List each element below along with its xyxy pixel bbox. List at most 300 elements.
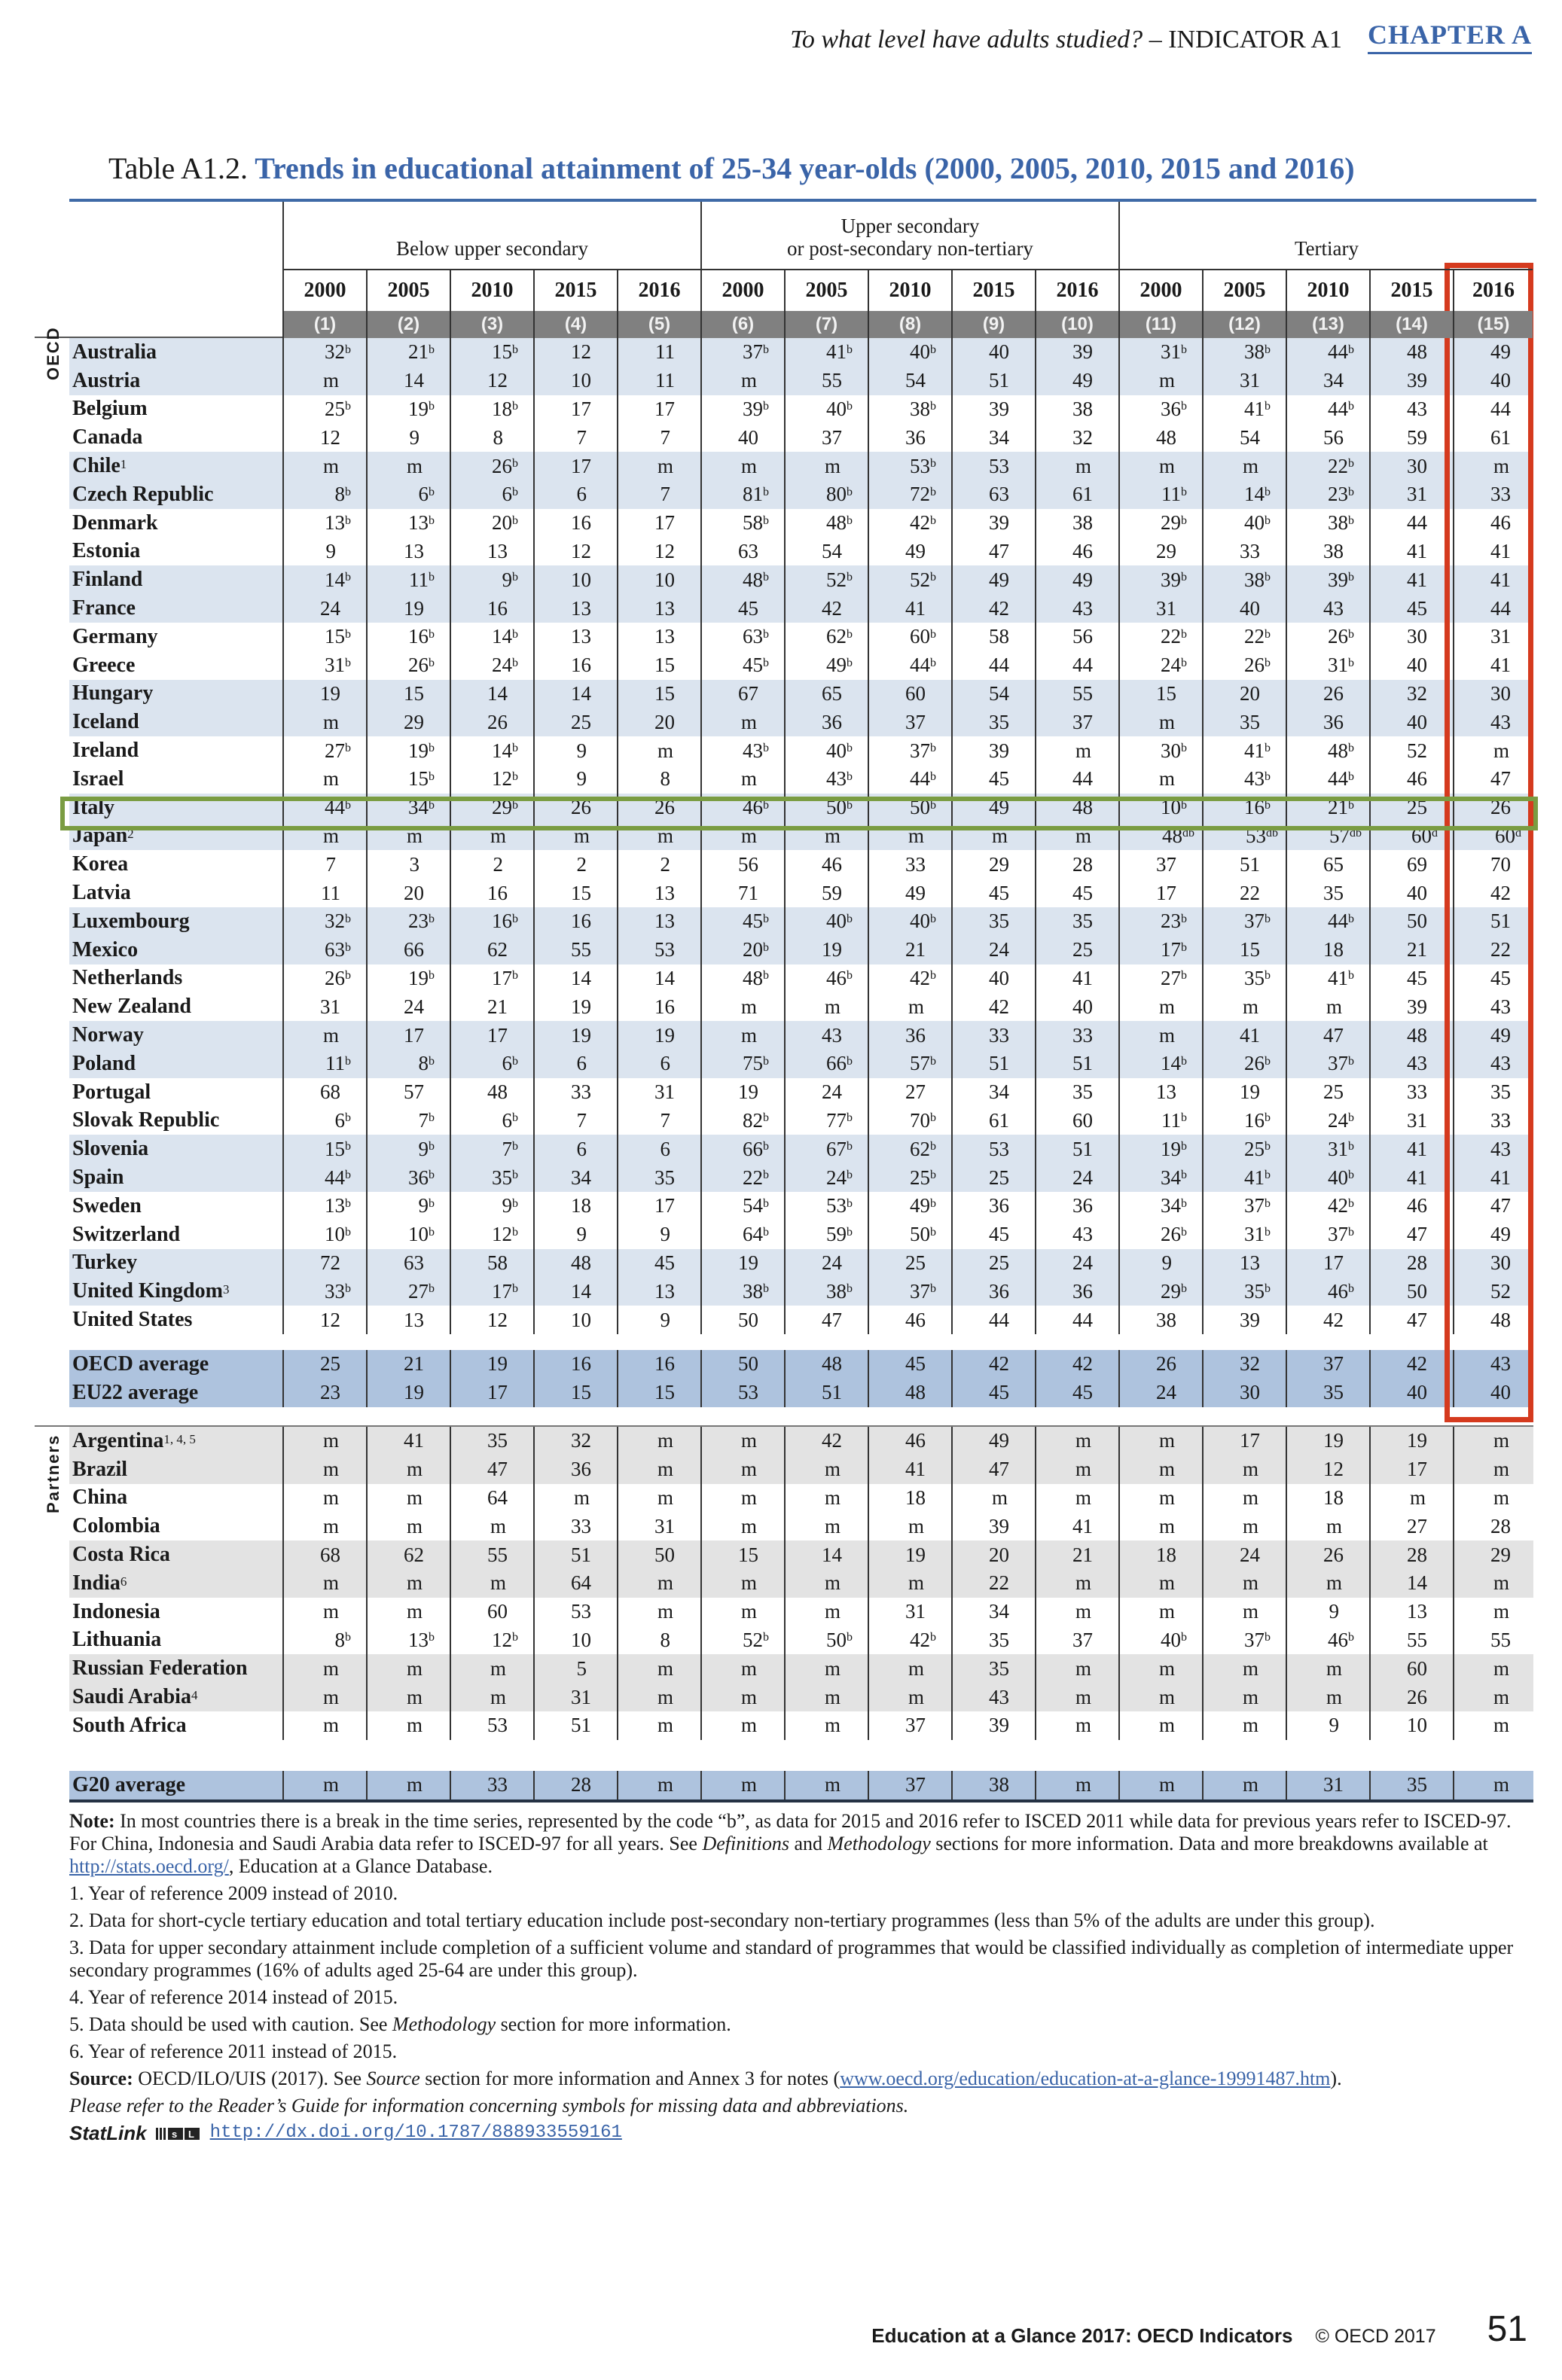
- cell-value: 40: [1161, 1628, 1181, 1651]
- cell-value: 34: [1161, 1166, 1181, 1189]
- chapter-label: CHAPTER A: [1368, 19, 1532, 54]
- cell-flag: b: [763, 1111, 769, 1125]
- row-label: [72, 1078, 151, 1107]
- table-cell: [1286, 480, 1369, 509]
- table-cell: [366, 708, 450, 736]
- cell-value: 50: [1407, 1279, 1427, 1303]
- cell-flag: b: [1265, 1140, 1271, 1153]
- table-row: [69, 1771, 1533, 1799]
- source-italic: Source: [366, 2068, 420, 2089]
- table-cell: [1035, 1626, 1118, 1655]
- table-cell: [366, 850, 450, 879]
- table-cell: [282, 1078, 366, 1107]
- cell-value: 13: [654, 596, 675, 620]
- table-cell: [700, 1277, 784, 1306]
- cell-value: 37: [905, 1773, 926, 1796]
- table-cell: [450, 1135, 533, 1163]
- row-label: [72, 708, 139, 736]
- table-cell: [951, 1050, 1035, 1078]
- cell-value: 36: [1161, 397, 1181, 420]
- country-name: Argentina: [72, 1428, 164, 1452]
- cell-value: 11: [655, 369, 675, 392]
- cell-value: m: [657, 739, 673, 762]
- cell-value: 39: [989, 511, 1009, 535]
- table-cell: [533, 1598, 617, 1626]
- table-cell: [617, 1598, 700, 1626]
- table-cell: [700, 1107, 784, 1135]
- table-cell: [784, 1107, 868, 1135]
- table-cell: [700, 765, 784, 794]
- country-name: India: [72, 1571, 121, 1595]
- cell-value: 44: [910, 767, 930, 791]
- cell-value: 43: [1407, 397, 1427, 420]
- cell-value: m: [1242, 1571, 1258, 1595]
- cell-value: 6: [576, 1137, 587, 1160]
- table-cell: [1202, 1249, 1286, 1278]
- cell-value: 35: [989, 710, 1009, 733]
- cell-value: 20: [743, 938, 763, 961]
- table-cell: [1286, 1654, 1369, 1683]
- cell-flag: b: [345, 1225, 351, 1239]
- table-cell: [1202, 850, 1286, 879]
- cell-flag: b: [1265, 798, 1271, 812]
- cell-value: 9: [502, 1194, 512, 1217]
- table-cell: [1035, 1277, 1118, 1306]
- table-cell: [1035, 1379, 1118, 1407]
- footnote-marker: 3: [222, 1282, 230, 1297]
- table-cell: [951, 680, 1035, 709]
- cell-flag: b: [512, 742, 518, 755]
- table-cell: [1453, 1771, 1536, 1799]
- table-cell: [450, 1249, 533, 1278]
- table-cell: [366, 1512, 450, 1540]
- cell-value: 13: [325, 511, 345, 535]
- cell-value: 10: [571, 568, 591, 591]
- year-header: 2015: [533, 269, 617, 311]
- row-label: [72, 1569, 127, 1598]
- cell-value: 12: [487, 1308, 508, 1331]
- table-cell: [951, 1379, 1035, 1407]
- cell-value: 45: [743, 654, 763, 677]
- cell-value: 40: [989, 966, 1009, 989]
- cell-value: m: [824, 995, 840, 1018]
- cell-value: 72: [320, 1251, 340, 1274]
- stats-oecd-link[interactable]: http://stats.oecd.org/: [69, 1855, 229, 1877]
- cell-flag: b: [512, 1111, 518, 1125]
- table-cell: [1286, 1135, 1369, 1163]
- footnote-5: [69, 2013, 1533, 2036]
- note-label: Note:: [69, 1810, 115, 1832]
- cell-value: 39: [989, 1714, 1009, 1737]
- cell-value: 32: [571, 1429, 591, 1452]
- cell-flag: b: [345, 343, 351, 356]
- table-cell: [282, 623, 366, 651]
- cell-flag: b: [930, 457, 936, 471]
- table-cell: [1035, 565, 1118, 594]
- cell-value: 14: [492, 739, 512, 762]
- table-cell: [450, 1192, 533, 1220]
- table-cell: [700, 879, 784, 907]
- cell-value: 42: [989, 995, 1009, 1018]
- table-cell: [784, 480, 868, 509]
- cell-flag: b: [1348, 656, 1354, 669]
- cell-value: 21: [1072, 1543, 1093, 1566]
- cell-value: 6: [502, 1108, 512, 1132]
- cell-flag: b: [1181, 969, 1187, 983]
- cell-value: 45: [989, 1381, 1009, 1404]
- table-cell: [617, 452, 700, 480]
- table-cell: [366, 338, 450, 367]
- cell-flag: b: [429, 400, 435, 413]
- table-cell: [617, 480, 700, 509]
- table-cell: [951, 1626, 1035, 1655]
- table-cell: [282, 452, 366, 480]
- cell-value: 43: [1072, 1223, 1093, 1246]
- country-name: Ireland: [72, 739, 139, 763]
- cell-flag: b: [429, 1140, 435, 1153]
- table-cell: [784, 1455, 868, 1484]
- row-label: [72, 594, 136, 623]
- table-cell: [450, 680, 533, 709]
- cell-flag: b: [429, 1631, 435, 1644]
- cell-value: 32: [1407, 681, 1427, 705]
- cell-value: 13: [654, 1279, 675, 1303]
- cell-value: 44: [1328, 767, 1348, 791]
- cell-flag: b: [847, 400, 853, 413]
- cell-value: 2: [576, 852, 587, 876]
- table-cell: [1369, 1277, 1453, 1306]
- country-name: China: [72, 1486, 128, 1510]
- row-label: [72, 1455, 127, 1484]
- cell-value: 21: [487, 995, 508, 1018]
- row-label: [72, 964, 182, 993]
- cell-value: 66: [743, 1137, 763, 1160]
- cell-value: 19: [1161, 1137, 1181, 1160]
- table-cell: [1118, 1021, 1202, 1050]
- cell-value: m: [322, 1773, 339, 1796]
- footer-copyright: © OECD 2017: [1315, 2326, 1436, 2347]
- table-cell: [366, 1192, 450, 1220]
- cell-flag: b: [512, 798, 518, 812]
- cell-value: m: [322, 1571, 339, 1595]
- cell-value: 32: [325, 340, 345, 364]
- cell-value: 13: [571, 625, 591, 648]
- table-cell: [617, 395, 700, 424]
- table-cell: [1202, 1626, 1286, 1655]
- cell-value: 41: [1072, 966, 1093, 989]
- cell-value: 48: [1490, 1308, 1511, 1331]
- table-cell: [450, 850, 533, 879]
- country-name: Saudi Arabia: [72, 1685, 191, 1709]
- cell-value: m: [740, 710, 757, 733]
- table-cell: [1035, 538, 1118, 566]
- table-cell: [1035, 1569, 1118, 1598]
- cell-value: m: [740, 1458, 757, 1481]
- cell-value: 46: [743, 796, 763, 819]
- row-label: [72, 1771, 185, 1799]
- table-cell: [1369, 680, 1453, 709]
- table-cell: [282, 992, 366, 1021]
- cell-value: m: [322, 824, 339, 847]
- cell-value: m: [1075, 1571, 1091, 1595]
- cell-value: m: [1075, 1600, 1091, 1623]
- cell-value: 67: [826, 1137, 847, 1160]
- column-number: (12): [1202, 311, 1286, 338]
- table-cell: [1286, 594, 1369, 623]
- table-cell: [533, 879, 617, 907]
- table-cell: [951, 1455, 1035, 1484]
- cell-flag: b: [429, 627, 435, 641]
- table-cell: [1286, 338, 1369, 367]
- table-row: [69, 850, 1533, 879]
- table-cell: [1118, 623, 1202, 651]
- table-cell: [700, 1683, 784, 1711]
- table-cell: [1118, 736, 1202, 765]
- table-cell: [1202, 367, 1286, 395]
- cell-value: 40: [1490, 1381, 1511, 1404]
- cell-value: m: [1242, 1773, 1258, 1796]
- table-cell: [784, 1512, 868, 1540]
- cell-value: 13: [654, 910, 675, 933]
- cell-value: 36: [1323, 710, 1344, 733]
- cell-value: 26: [1328, 625, 1348, 648]
- cell-flag: b: [1265, 1225, 1271, 1239]
- cell-value: 15: [492, 340, 512, 364]
- cell-value: 14: [571, 966, 591, 989]
- footnote-3: 3. Data for upper secondary attainment include completion of a sufficient volume and standard of programmes that would be classified individually as completion of intermediate upper secondary programmes (16% of adults aged 25-64 are under this group).: [69, 1937, 1514, 1981]
- table-cell: [700, 964, 784, 993]
- table-cell: [700, 594, 784, 623]
- cell-value: m: [740, 369, 757, 392]
- table-cell: [533, 992, 617, 1021]
- cell-value: m: [406, 1458, 423, 1481]
- statlink-url[interactable]: http://dx.doi.org/10.1787/888933559161: [209, 2122, 622, 2143]
- cell-value: m: [1493, 454, 1509, 477]
- table-cell: [533, 395, 617, 424]
- cell-value: 11: [1161, 1108, 1181, 1132]
- table-cell: [1035, 992, 1118, 1021]
- statlink[interactable]: [69, 2122, 1533, 2144]
- cell-flag: b: [763, 1282, 769, 1296]
- cell-value: m: [1493, 1458, 1509, 1481]
- cell-value: 44: [1072, 654, 1093, 677]
- table-cell: [533, 1277, 617, 1306]
- table-row: [69, 1512, 1533, 1540]
- table-cell: [617, 1277, 700, 1306]
- cell-value: 12: [1323, 1458, 1344, 1481]
- cell-value: m: [406, 1656, 423, 1680]
- table-cell: [784, 594, 868, 623]
- cell-flag: b: [930, 571, 936, 584]
- cell-value: 44: [1407, 511, 1427, 535]
- table-cell: [1202, 1078, 1286, 1107]
- cell-value: 39: [1407, 995, 1427, 1018]
- table-cell: [366, 1277, 450, 1306]
- table-notes: [69, 1810, 1533, 2144]
- table-cell: [700, 1427, 784, 1455]
- table-cell: [450, 480, 533, 509]
- row-label: [72, 423, 142, 452]
- cell-value: m: [322, 1600, 339, 1623]
- cell-value: 41: [1490, 539, 1511, 562]
- cell-value: 68: [320, 1080, 340, 1104]
- table-cell: [1286, 1350, 1369, 1379]
- country-name: Latvia: [72, 881, 131, 905]
- table-cell: [1202, 538, 1286, 566]
- table-cell: [1202, 1220, 1286, 1249]
- year-header: 2000: [1118, 269, 1202, 311]
- table-cell: [366, 1569, 450, 1598]
- table-cell: [1369, 1654, 1453, 1683]
- cell-value: 48: [1162, 824, 1182, 847]
- cell-value: m: [1493, 1600, 1509, 1623]
- table-cell: [450, 936, 533, 964]
- table-cell: [617, 1306, 700, 1334]
- table-cell: [617, 680, 700, 709]
- table-cell: [951, 452, 1035, 480]
- cell-value: 29: [1161, 1279, 1181, 1303]
- table-cell: [533, 623, 617, 651]
- table-cell: [868, 1626, 951, 1655]
- cell-value: 24: [1072, 1166, 1093, 1189]
- cell-value: 61: [1072, 483, 1093, 506]
- table-cell: [784, 1078, 868, 1107]
- table-cell: [1286, 367, 1369, 395]
- table-cell: [868, 1192, 951, 1220]
- cell-value: 33: [1240, 539, 1260, 562]
- table-cell: [533, 1455, 617, 1484]
- cell-value: 23: [1328, 483, 1348, 506]
- cell-value: 52: [1490, 1279, 1511, 1303]
- cell-value: m: [1242, 1486, 1258, 1509]
- cell-flag: b: [512, 969, 518, 983]
- table-cell: [1286, 1484, 1369, 1513]
- cell-value: 80: [826, 483, 847, 506]
- source-text: OECD/ILO/UIS (2017). See: [133, 2068, 367, 2089]
- cell-flag: b: [512, 457, 518, 471]
- table-cell: [533, 423, 617, 452]
- cell-flag: b: [1265, 1196, 1271, 1210]
- cell-value: 52: [743, 1628, 763, 1651]
- cell-flag: b: [930, 1631, 936, 1644]
- cell-flag: b: [1181, 627, 1187, 641]
- table-cell: [450, 1306, 533, 1334]
- cell-value: m: [740, 1429, 757, 1452]
- table-cell: [1369, 736, 1453, 765]
- cell-value: 45: [738, 596, 758, 620]
- cell-value: 41: [1328, 966, 1348, 989]
- cell-value: 17: [1156, 881, 1176, 904]
- cell-value: 43: [1490, 1352, 1511, 1376]
- cell-value: 53: [738, 1381, 758, 1404]
- table-cell: [1118, 1163, 1202, 1192]
- year-header: 2016: [1035, 269, 1118, 311]
- table-cell: [1369, 1626, 1453, 1655]
- eag-link[interactable]: www.oecd.org/education/education-at-a-glance-19991487.htm: [840, 2068, 1331, 2089]
- cell-value: m: [1075, 1429, 1091, 1452]
- table-cell: [533, 594, 617, 623]
- table-cell: [700, 509, 784, 538]
- table-cell: [1118, 1050, 1202, 1078]
- cell-value: 36: [571, 1458, 591, 1481]
- table-title: [108, 151, 1355, 186]
- row-label: [72, 367, 140, 395]
- table-cell: [1286, 1540, 1369, 1569]
- cell-value: 30: [1407, 454, 1427, 477]
- table-cell: [951, 1277, 1035, 1306]
- cell-value: m: [322, 454, 339, 477]
- cell-value: m: [322, 1486, 339, 1509]
- table-cell: [282, 1598, 366, 1626]
- cell-flag: b: [930, 1225, 936, 1239]
- table-row: [69, 1192, 1533, 1220]
- table-cell: [1202, 1569, 1286, 1598]
- cell-flag: b: [1265, 969, 1271, 983]
- cell-value: 8: [418, 1052, 429, 1075]
- cell-value: 44: [1490, 596, 1511, 620]
- cell-flag: b: [930, 400, 936, 413]
- cell-value: 40: [989, 340, 1009, 364]
- cell-value: 10: [1161, 796, 1181, 819]
- cell-value: 53: [654, 938, 675, 961]
- table-cell: [617, 1654, 700, 1683]
- table-cell: [951, 565, 1035, 594]
- cell-flag: b: [1181, 343, 1187, 356]
- table-cell: [951, 936, 1035, 964]
- table-cell: [1453, 1569, 1536, 1598]
- cell-value: 40: [1407, 881, 1427, 904]
- table-cell: [282, 1350, 366, 1379]
- cell-value: 26: [1490, 796, 1511, 819]
- table-cell: [282, 936, 366, 964]
- source-paragraph: [69, 2068, 1533, 2090]
- cell-value: 50: [910, 1223, 930, 1246]
- cell-flag: b: [345, 969, 351, 983]
- table-cell: [533, 338, 617, 367]
- table-cell: [1035, 1249, 1118, 1278]
- table-cell: [700, 367, 784, 395]
- cell-flag: b: [1265, 1111, 1271, 1125]
- cell-value: 37: [1328, 1223, 1348, 1246]
- cell-value: 48: [571, 1251, 591, 1274]
- table-cell: [951, 1654, 1035, 1683]
- table-cell: [366, 452, 450, 480]
- table-cell: [617, 708, 700, 736]
- cell-value: 41: [1407, 1166, 1427, 1189]
- table-cell: [1202, 651, 1286, 680]
- table-cell: [1118, 879, 1202, 907]
- table-cell: [1035, 1683, 1118, 1711]
- cell-value: 29: [1161, 511, 1181, 535]
- table-row: [69, 509, 1533, 538]
- cell-value: 13: [487, 539, 508, 562]
- year-header: 2005: [366, 269, 450, 311]
- cell-flag: b: [763, 513, 769, 527]
- table-cell: [533, 1220, 617, 1249]
- table-cell: [450, 509, 533, 538]
- table-cell: [784, 1569, 868, 1598]
- cell-value: 44: [1328, 340, 1348, 364]
- cell-value: m: [1075, 1486, 1091, 1509]
- cell-flag: b: [345, 1111, 351, 1125]
- cell-flag: b: [930, 1111, 936, 1125]
- cell-value: m: [740, 1514, 757, 1537]
- cell-value: 26: [487, 710, 508, 733]
- table-cell: [1202, 1021, 1286, 1050]
- table-row: [69, 1277, 1533, 1306]
- cell-flag: b: [429, 656, 435, 669]
- cell-value: 40: [1407, 654, 1427, 677]
